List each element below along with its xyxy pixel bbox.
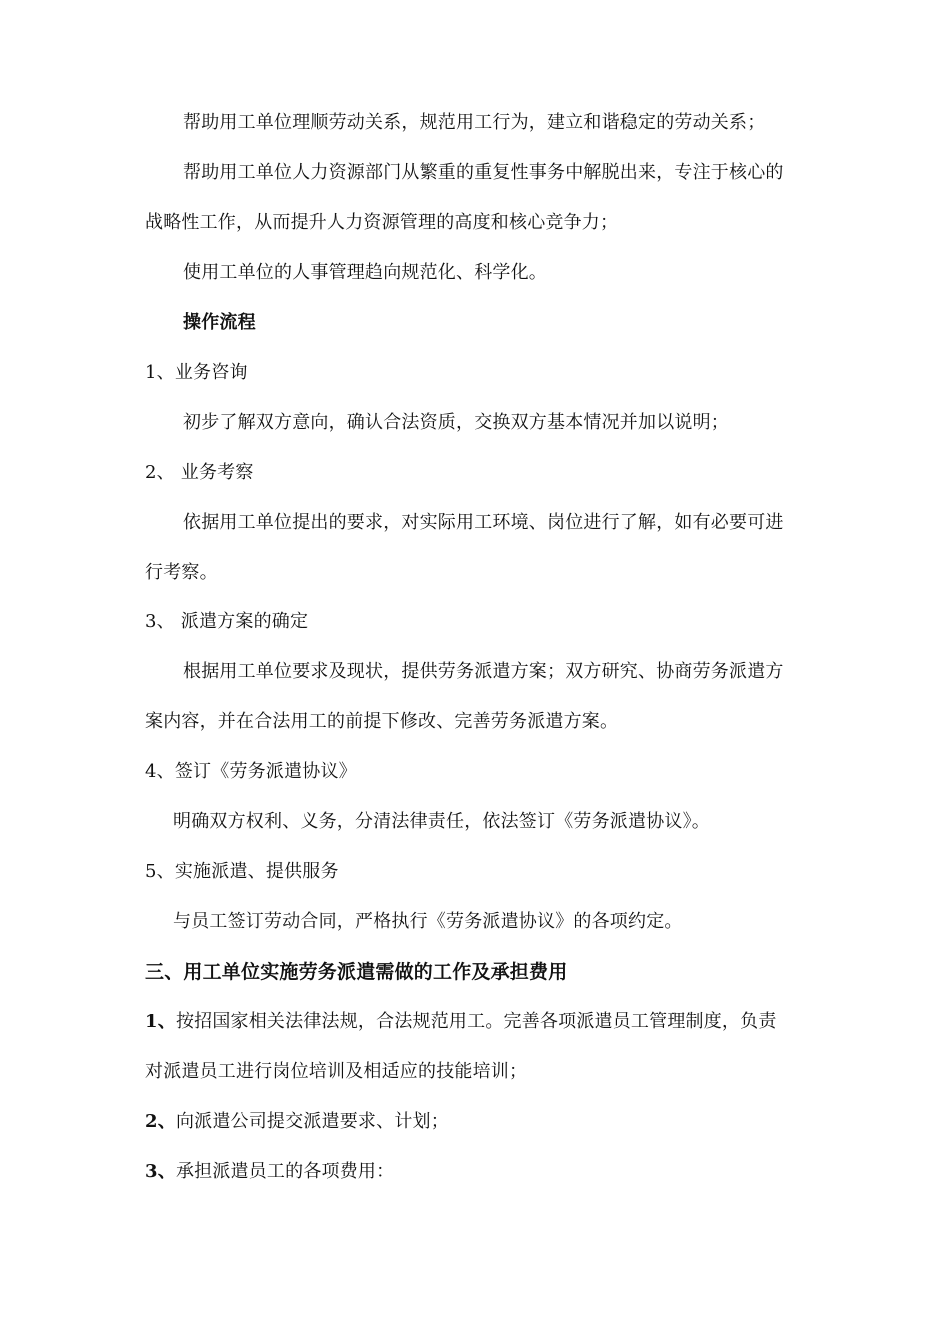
section-3-item-1-text: 按招国家相关法律法规，合法规范用工。完善各项派遣员工管理制度，负责 <box>175 1011 777 1032</box>
benefit-line-3: 战略性工作，从而提升人力资源管理的高度和核心竞争力； <box>145 212 619 233</box>
step-5-title: 5、实施派遣、提供服务 <box>145 861 339 882</box>
section-3-item-3-number: 3、 <box>145 1161 176 1182</box>
section-3-item-2-text: 向派遣公司提交派遣要求、计划； <box>175 1111 449 1132</box>
section-3-item-3 <box>145 1160 394 1184</box>
step-3-body-line-2: 案内容，并在合法用工的前提下修改、完善劳务派遣方案。 <box>145 711 619 732</box>
step-5-body: 与员工签订劳动合同，严格执行《劳务派遣协议》的各项约定。 <box>173 911 683 932</box>
process-title: 操作流程 <box>183 312 256 333</box>
step-3-title: 3、 派遣方案的确定 <box>145 611 309 632</box>
step-4-title: 4、签订《劳务派遣协议》 <box>145 761 357 782</box>
section-3-item-1-number: 1、 <box>145 1011 176 1032</box>
step-2-body-line-1: 依据用工单位提出的要求，对实际用工环境、岗位进行了解，如有必要可进 <box>183 512 784 533</box>
section-3-item-2-number: 2、 <box>145 1111 176 1132</box>
benefit-line-1: 帮助用工单位理顺劳动关系，规范用工行为，建立和谐稳定的劳动关系； <box>183 112 766 133</box>
step-2-title: 2、 业务考察 <box>145 462 254 483</box>
step-1-title: 1、业务咨询 <box>145 362 248 383</box>
section-3-item-1 <box>145 1010 777 1034</box>
step-2-body-line-2: 行考察。 <box>145 562 218 583</box>
section-3-item-2 <box>145 1110 449 1134</box>
step-3-body-line-1: 根据用工单位要求及现状，提供劳务派遣方案；双方研究、协商劳务派遣方 <box>183 661 784 682</box>
section-3-item-1-line-2: 对派遣员工进行岗位培训及相适应的技能培训； <box>145 1061 528 1082</box>
benefit-line-2: 帮助用工单位人力资源部门从繁重的重复性事务中解脱出来，专注于核心的 <box>183 162 784 183</box>
benefit-line-4: 使用工单位的人事管理趋向规范化、科学化。 <box>183 262 547 283</box>
step-1-body: 初步了解双方意向，确认合法资质，交换双方基本情况并加以说明； <box>183 412 729 433</box>
section-3-title: 三、用工单位实施劳务派遣需做的工作及承担费用 <box>145 961 568 983</box>
step-4-body: 明确双方权利、义务，分清法律责任，依法签订《劳务派遣协议》。 <box>173 811 710 832</box>
section-3-item-3-text: 承担派遣员工的各项费用： <box>175 1161 395 1182</box>
